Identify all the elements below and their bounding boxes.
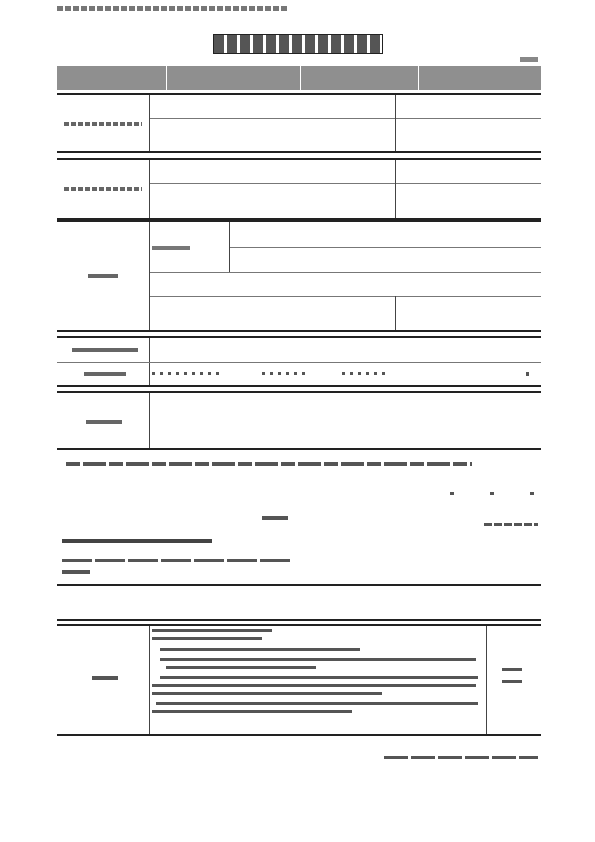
- rule: [57, 584, 541, 586]
- note-line2-mark: [62, 570, 90, 574]
- col-divider: [486, 626, 487, 734]
- bottom-box-side-mark: [502, 680, 522, 683]
- col-divider: [395, 296, 396, 330]
- rule: [57, 624, 541, 626]
- col-divider: [149, 626, 150, 734]
- bottom-box-label-mark: [92, 676, 118, 680]
- form-title: [0, 34, 595, 54]
- rule: [57, 158, 541, 160]
- col-divider: [149, 363, 150, 385]
- rule: [150, 183, 541, 184]
- target-subgroup-mark: [152, 246, 190, 250]
- top-note-bar: [57, 6, 287, 11]
- col-divider: [149, 338, 150, 362]
- rule: [150, 296, 541, 297]
- row-c-label-mark: [86, 420, 122, 424]
- rule: [57, 362, 541, 363]
- statement-mark: [66, 462, 472, 466]
- rule: [150, 118, 541, 119]
- party2-label-mark: [64, 187, 142, 191]
- rule: [150, 272, 541, 273]
- rule: [230, 247, 541, 248]
- target-label-mark: [88, 274, 118, 278]
- note-line-mark: [62, 559, 290, 562]
- signer-right-mark: [484, 523, 538, 526]
- col-divider: [149, 393, 150, 448]
- rule: [57, 218, 541, 222]
- rule: [57, 391, 541, 393]
- receipt-divider: [300, 66, 301, 90]
- col-divider: [395, 95, 396, 151]
- col-divider: [149, 95, 150, 151]
- bottom-box-side-mark: [502, 668, 522, 671]
- rule: [57, 734, 541, 736]
- row-b-c2-mark: [262, 372, 306, 375]
- row-b-label-mark: [84, 372, 126, 376]
- rule: [57, 336, 541, 338]
- party1-label-mark: [64, 122, 142, 126]
- receipt-divider: [166, 66, 167, 90]
- rule: [57, 151, 541, 153]
- rule: [57, 619, 541, 621]
- receipt-divider: [418, 66, 419, 90]
- row-b-c1-mark: [152, 372, 224, 375]
- rule: [57, 330, 541, 332]
- rule: [57, 385, 541, 387]
- rule: [57, 448, 541, 450]
- col-divider: [395, 160, 396, 218]
- page-ref-mark: [520, 57, 538, 62]
- bottom-box-text-block: [152, 628, 482, 732]
- addressee-mark: [62, 539, 212, 543]
- row-a-label-mark: [72, 348, 138, 352]
- row-b-c4-mark: [526, 372, 529, 376]
- date-line-mark: [450, 492, 538, 495]
- footer-mark: [384, 756, 538, 759]
- row-b-c3-mark: [342, 372, 386, 375]
- col-divider: [149, 160, 150, 218]
- rule: [57, 93, 541, 95]
- signer-mark-block: [262, 516, 288, 520]
- col-divider: [149, 222, 150, 330]
- receipt-bar: [57, 66, 541, 90]
